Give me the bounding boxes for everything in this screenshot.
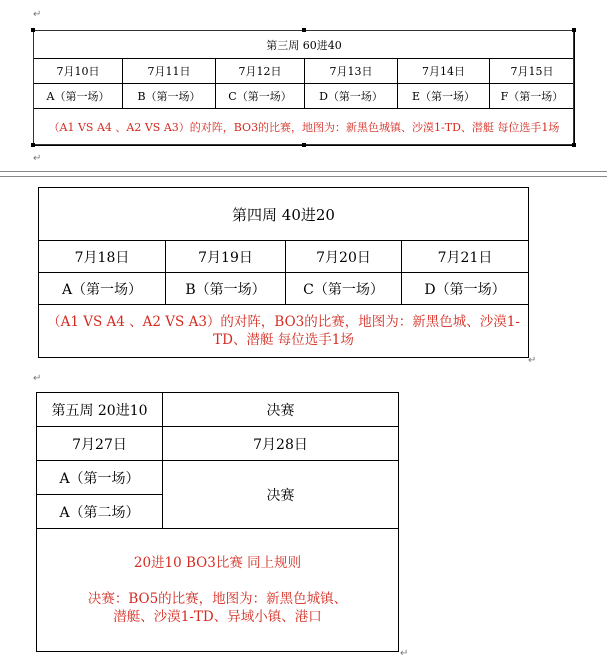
week5-rule-line: 20进10 BO3比赛 同上规则 xyxy=(133,555,302,571)
week3-date: 7月15日 xyxy=(490,59,575,84)
week4-date: 7月20日 xyxy=(286,241,402,273)
week3-game: F（第一场） xyxy=(490,84,575,109)
week3-title: 第三周 60进40 xyxy=(34,31,575,59)
final-rule-line: 决赛：BO5的比赛，地图为：新黑色城镇、潜艇、沙漠1-TD、异域小镇、港口 xyxy=(87,591,348,625)
week3-game: D（第一场） xyxy=(305,84,398,109)
week4-rules: （A1 VS A4 、A2 VS A3）的对阵，BO3的比赛，地图为：新黑色城、沙漠1-TD、潜艇 每位选手1场 xyxy=(39,305,529,358)
week3-game: A（第一场） xyxy=(34,84,123,109)
week4-game: B（第一场） xyxy=(166,273,286,305)
week5-game-2: A（第二场） xyxy=(37,495,163,529)
resize-handle[interactable] xyxy=(31,143,35,147)
week4-date: 7月18日 xyxy=(39,241,166,273)
resize-handle[interactable] xyxy=(572,28,576,32)
week4-schedule-table xyxy=(38,187,529,358)
week4-date: 7月19日 xyxy=(166,241,286,273)
week3-game: B（第一场） xyxy=(123,84,216,109)
paragraph-mark: ↵ xyxy=(528,355,537,366)
week4-game: D（第一场） xyxy=(402,273,529,305)
week3-date: 7月10日 xyxy=(34,59,123,84)
week3-date: 7月14日 xyxy=(398,59,490,84)
page-break xyxy=(0,176,607,177)
week4-date: 7月21日 xyxy=(402,241,529,273)
paragraph-mark: ↵ xyxy=(400,648,409,659)
week5-game-1: A（第一场） xyxy=(37,461,163,495)
week5-title: 第五周 20进10 xyxy=(37,393,163,427)
paragraph-mark: ↵ xyxy=(33,373,42,384)
week5-rules xyxy=(37,529,399,652)
resize-handle[interactable] xyxy=(302,143,306,147)
resize-handle[interactable] xyxy=(302,28,306,32)
week3-date: 7月13日 xyxy=(305,59,398,84)
week4-game: C（第一场） xyxy=(286,273,402,305)
final-header: 决赛 xyxy=(163,393,399,427)
week4-title: 第四周 40进20 xyxy=(39,188,529,241)
week3-game: E（第一场） xyxy=(398,84,490,109)
week5-finals-table xyxy=(36,392,399,652)
paragraph-mark: ↵ xyxy=(33,153,42,164)
final-date: 7月28日 xyxy=(163,427,399,461)
week3-date: 7月11日 xyxy=(123,59,216,84)
paragraph-mark: ↵ xyxy=(33,9,42,20)
week4-game: A（第一场） xyxy=(39,273,166,305)
week3-schedule-table xyxy=(33,30,575,146)
page-break xyxy=(0,171,607,172)
resize-handle[interactable] xyxy=(31,28,35,32)
week3-game: C（第一场） xyxy=(216,84,305,109)
week3-date: 7月12日 xyxy=(216,59,305,84)
resize-handle[interactable] xyxy=(572,143,576,147)
week3-rules: （A1 VS A4 、A2 VS A3）的对阵，BO3的比赛，地图为：新黑色城镇、沙漠1-TD、潜艇 每位选手1场 xyxy=(34,109,575,146)
final-cell: 决赛 xyxy=(163,461,399,529)
week5-date: 7月27日 xyxy=(37,427,163,461)
